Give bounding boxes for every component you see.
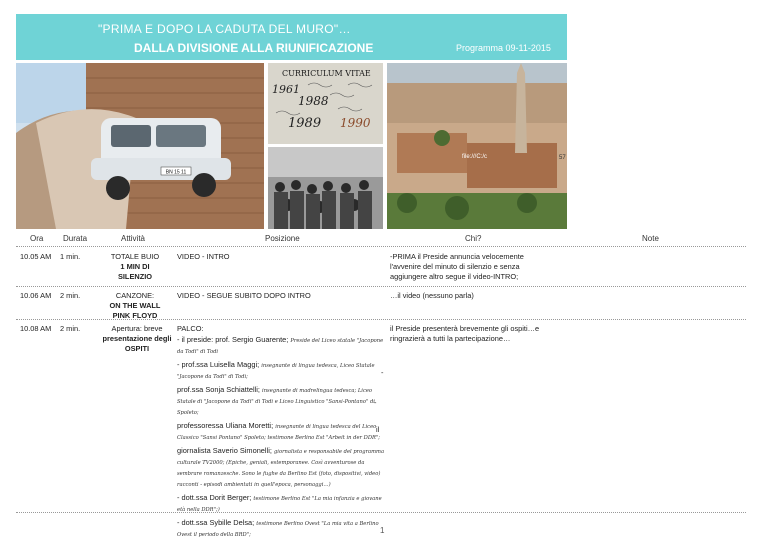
banner-title-line1: "PRIMA E DOPO LA CADUTA DEL MURO"… [98,22,351,36]
row3-posizione [177,324,385,540]
row1-attivita [100,252,170,282]
row2-posizione: VIDEO - SEGUE SUBITO DOPO INTRO [177,291,311,300]
row1-durata: 1 min. [60,252,81,261]
header-attivita: Attività [121,234,146,243]
row1-chi: -PRIMA il Preside annuncia velocemente l'avvenire del minuto di silenzio e senza aggiungere altro segue il video-INTRO; [390,252,524,281]
guest-detail: testimone Berlino Ovest "La mia vita a Berlino Ovest il periodo della BRD"; [177,521,379,538]
curriculum-vitae-photo [268,63,383,144]
banner-title-line2: DALLA DIVISIONE ALLA RIUNIFICAZIONE [134,41,374,55]
row3-ora: 10.08 AM [20,324,52,333]
guest-name: giornalista Saverio Simonelli; [177,446,272,455]
palco-heading: PALCO: [177,324,204,333]
guest-name: - dott.ssa Dorit Berger; [177,493,252,502]
guest-item [177,360,385,382]
row2-attivita-line1: CANZONE: [115,291,155,300]
cv-year-4: 1990 [340,116,371,130]
cv-year-2: 1988 [298,94,329,108]
cv-year-3: 1989 [288,116,322,131]
guest-item [177,335,385,357]
page-number: 1 [380,526,385,535]
guest-name: - dott.ssa Sybille Delsa; [177,518,255,527]
posizione-marker-il: il [376,425,380,434]
posizione-marker-dash: - [381,368,384,377]
row3-attivita-line3: OSPITI [124,344,150,353]
town-overlay-text: file:///C:/c [462,154,488,160]
row1-posizione: VIDEO - INTRO [177,252,230,261]
guest-name: professoressa Uliana Moretti; [177,421,274,430]
row2-attivita-line3: PINK FLOYD [112,311,158,320]
crowd-image [268,147,383,229]
town-overlay-num: 57 [559,155,566,161]
row1-attivita-line3: SILENZIO [117,272,153,281]
crowd-photo [268,147,383,229]
cv-year-1: 1961 [272,83,300,96]
trabant-plate: BN 15 11 [165,169,187,176]
guest-detail: testimone Berlino Est "La mia infanzia e giovane età nella DDR";) [177,496,382,513]
guest-item [177,446,385,490]
trabant-wall-image [16,63,264,229]
title-banner [16,14,567,60]
header-posizione: Posizione [265,234,300,243]
row2-chi: …il video (nessuno parla) [390,291,474,300]
guest-item [177,385,385,418]
row-separator [16,286,746,287]
row-separator [16,319,746,320]
row3-attivita [100,324,174,354]
table-bottom-separator [16,512,746,513]
row1-ora: 10.05 AM [20,252,52,261]
row3-attivita-line1: Apertura: breve [111,324,163,333]
guest-detail: giornalista e responsabile del programma culturale TV2000; (Epiche, geniali, estemporanee. Così avventurose da sembrare romanzesche. Sono le fughe da Berlino Est (foto, dispositivi, video) racconti - episodi ambientati in quell'epoca, personaggi…) [177,449,385,488]
posizione-marker-dash-2: - [374,398,377,407]
curriculum-vitae-image [268,63,383,144]
header-separator [16,246,746,247]
row2-ora: 10.06 AM [20,291,52,300]
trabant-wall-photo [16,63,264,229]
header-note: Note [642,234,659,243]
cv-heading: CURRICULUM VITAE [282,69,371,78]
row2-attivita [100,291,170,321]
town-aerial-image [387,63,567,229]
row1-attivita-line1: TOTALE BUIO [110,252,160,261]
town-aerial-photo [387,63,567,229]
header-durata: Durata [63,234,88,243]
guest-name: prof.ssa Sonja Schiattelli; [177,385,260,394]
guest-item [177,518,385,540]
guest-name: - il preside: prof. Sergio Guarente; [177,335,289,344]
header-ora: Ora [30,234,44,243]
guest-detail: insegnante di lingua tedesca, Liceo Statale "Jacopone da Todi" di Todi; [177,363,375,380]
row3-durata: 2 min. [60,324,81,333]
row2-durata: 2 min. [60,291,81,300]
row3-chi: il Preside presenterà brevemente gli ospiti…e ringrazierà a tutti la partecipazione… [390,324,540,343]
row1-attivita-line2: 1 MIN DI [120,262,150,271]
row2-attivita-line2: ON THE WALL [109,301,161,310]
guest-name: - prof.ssa Luisella Maggi; [177,360,260,369]
programma-date: Programma 09-11-2015 [456,43,551,53]
header-chi: Chi? [465,234,482,243]
row3-attivita-line2: presentazione degli [102,334,172,343]
guest-detail: insegnante di madrelingua tedesca; Liceo Statale di "Jacopone da Todi" di Todi e Liceo Linguistico "Sansi-Pontano" di Spoleto; [177,388,375,416]
guest-detail: insegnante di lingua tedesca del Liceo Classico "Sansi Pontano" Spoleto; testimone Berlino Est "Arbeit in der DDR"; [177,424,381,441]
guest-item [177,421,385,443]
guest-detail: Preside del Liceo statale "Jacopone da Todi" di Todi [177,338,384,355]
